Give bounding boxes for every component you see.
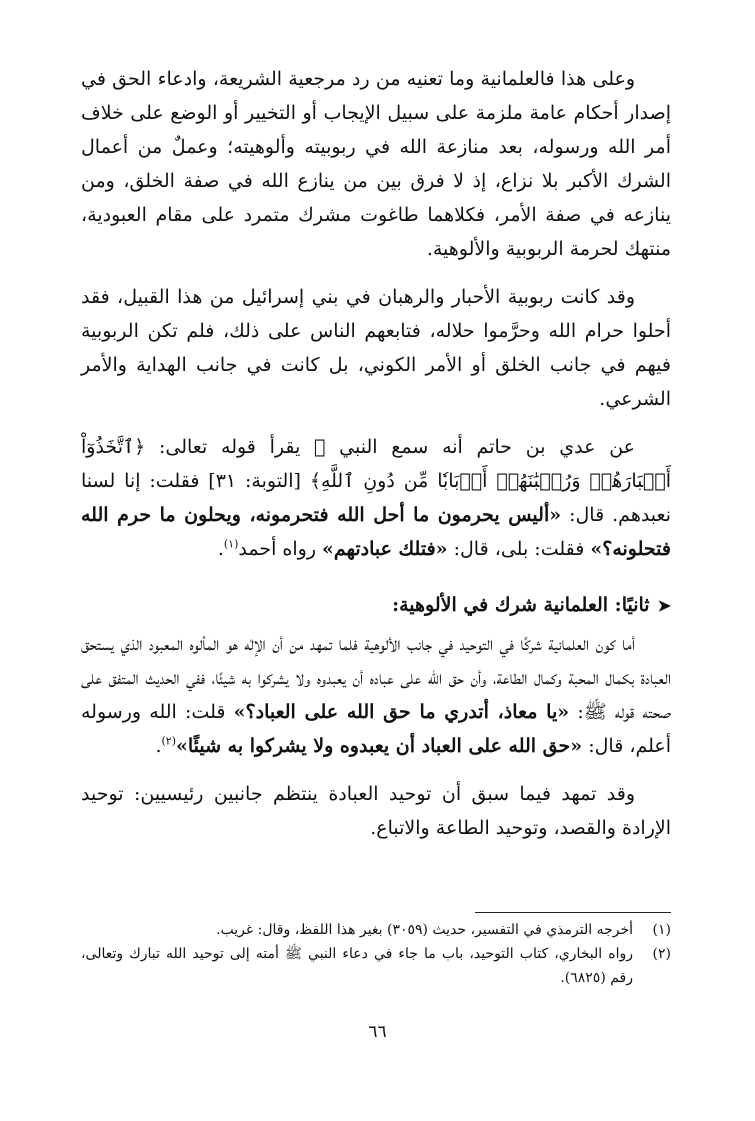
page-number: ٦٦ xyxy=(368,1022,387,1042)
paragraph-5: وقد تمهد فيما سبق أن توحيد العبادة ينتظم جانبين رئيسيين: توحيد الإرادة والقصد، وتوحيد الطاعة والاتباع. xyxy=(81,783,671,839)
hadith-source: رواه أحمد xyxy=(238,538,323,560)
paragraph-2: وقد كانت ربوبية الأحبار والرهبان في بني إسرائيل من هذا القبيل، فقد أحلوا حرام الله وحرَّموا حلاله، فتابعهم الناس على ذلك، فلم تكن الربوبية فيهم في جانب الخلق أو الأمر الكوني، بل كانت في جانب الهداية والأمر الشرعي. xyxy=(81,286,671,410)
arrowhead-bullet-icon: ➤ xyxy=(657,596,671,615)
footnote-ref-2[interactable]: (٢) xyxy=(161,734,176,748)
footnote-text: رواه البخاري، كتاب التوحيد، باب ما جاء في دعاء النبي ﷺ أمته إلى توحيد الله تبارك وتعالى، رقم (٦٨٢٥). xyxy=(81,946,633,986)
verse-reference: [التوبة: ٣١] فقلت: إنا لسنا نعبدهم. قال: xyxy=(81,470,671,526)
hadith-muadh-middle: قلت: الله ورسوله أعلم، قال: xyxy=(81,701,671,757)
hadith-intro: عن عدي بن حاتم أنه سمع النبي ﷺ يقرأ قوله تعالى: xyxy=(145,436,635,458)
sentence-end: . xyxy=(217,538,224,560)
paragraph-4 xyxy=(81,627,671,763)
footnote-number: (١) xyxy=(652,922,671,938)
quran-verse: ﴿ٱتَّخَذُوٓاْ أَحۡبَارَهُمۡ وَرُهۡبَٰنَهُمۡ أَرۡبَابٗا مِّن دُونِ ٱللَّهِ﴾ xyxy=(81,436,671,492)
hadith-quote-2: «فتلك عبادتهم» xyxy=(322,538,448,560)
paragraph-4-text: أما كون العلمانية شركًا في التوحيد في جانب الألوهية فلما تمهد من أن الإلٰه هو المألوه المعبود الذي يستحق العبادة بكمال المحبة وكمال الطاعة، وأن حق الله على عباده أن يعبدوه ولا يشركوا به شيئًا، ففي الحديث المتفق على صحته قوله ﷺ: xyxy=(81,633,672,723)
paragraph-hadith-adi xyxy=(81,430,671,566)
hadith-middle: فقلت: بلى، قال: xyxy=(447,538,591,560)
hadith-muadh-quote-2: «حق الله على العباد أن يعبدوه ولا يشركوا به شيئًا» xyxy=(176,735,583,757)
main-text xyxy=(81,62,671,845)
paragraph-1: وعلى هذا فالعلمانية وما تعنيه من رد مرجعية الشريعة، وادعاء الحق في إصدار أحكام عامة ملزمة على سبيل الإيجاب أو التخيير أو الوضع على خلاف أمر الله ورسوله، بعد منازعة الله في ربوبيته وألوهيته؛ وعملٌ من أعمال الشرك الأكبر بلا نزاع، إذ لا فرق بين من ينازع الله في صفة الخلق، ومن ينازعه في صفة الأمر، فكلاهما طاغوت مشرك متمرد على مقام العبودية، منتهك لحرمة الربوبية والألوهية. xyxy=(81,68,671,260)
footnote-ref-1[interactable]: (١) xyxy=(223,537,239,551)
footnote-1 xyxy=(81,918,671,942)
footnote-2 xyxy=(81,942,671,990)
footnote-text: أخرجه الترمذي في التفسير، حديث (٣٠٥٩) بغير هذا اللفظ، وقال: غريب. xyxy=(216,922,633,938)
hadith-quote-1: «أليس يحرمون ما أحل الله فتحرمونه، ويحلون ما حرم الله فتحلونه؟» xyxy=(81,504,671,560)
sentence-end-2: . xyxy=(155,735,162,757)
section-title: ثانيًا: العلمانية شرك في الألوهية: xyxy=(392,594,650,616)
footnotes xyxy=(81,918,671,990)
footnote-number: (٢) xyxy=(652,946,671,962)
section-heading xyxy=(81,588,671,623)
footnote-separator xyxy=(475,912,671,913)
hadith-muadh-quote-1: «يا معاذ، أتدري ما حق الله على العباد؟» xyxy=(233,701,570,723)
